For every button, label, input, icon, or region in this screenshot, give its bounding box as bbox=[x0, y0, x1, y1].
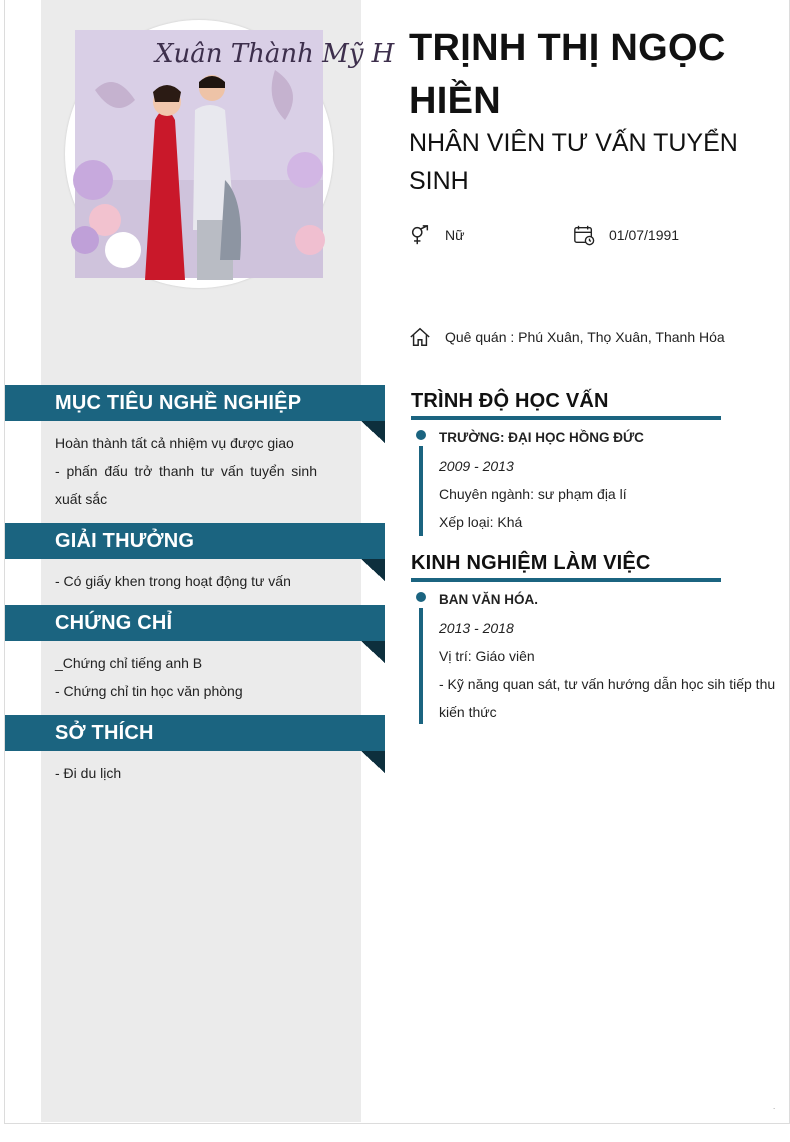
job-title: NHÂN VIÊN TƯ VẤN TUYỂN SINH bbox=[409, 129, 738, 195]
home-icon bbox=[409, 326, 431, 348]
education-school: TRƯỜNG: ĐẠI HỌC HỒNG ĐỨC bbox=[439, 430, 644, 445]
certificate-line: - Chứng chỉ tin học văn phòng bbox=[55, 683, 243, 699]
objective-title: MỤC TIÊU NGHỀ NGHIỆP bbox=[5, 385, 385, 421]
education-title: TRÌNH ĐỘ HỌC VẤN bbox=[411, 390, 609, 412]
objective-line: Hoàn thành tất cả nhiệm vụ được giao bbox=[55, 435, 294, 451]
objective-line: - phấn đấu trở thanh tư vấn tuyển sinh xuất sắc bbox=[55, 463, 317, 507]
birthday-value: 01/07/1991 bbox=[609, 227, 680, 243]
hobby-line: - Đi du lịch bbox=[55, 765, 122, 781]
cv-page bbox=[4, 0, 790, 1124]
ribbon-fold bbox=[361, 421, 385, 443]
certificate-line: _Chứng chỉ tiếng anh B bbox=[55, 655, 203, 671]
timeline-dot bbox=[416, 592, 426, 602]
calendar-icon bbox=[573, 224, 595, 246]
avatar bbox=[75, 30, 395, 278]
hometown-info bbox=[409, 326, 725, 348]
page-marker: . bbox=[773, 1102, 776, 1111]
candidate-name: TRỊNH THỊ NGỌC HIỀN bbox=[409, 27, 726, 122]
hobbies-body bbox=[55, 759, 317, 787]
hobbies-title: SỞ THÍCH bbox=[5, 715, 385, 751]
education-rank: Xếp loại: Khá bbox=[439, 514, 523, 530]
education-period: 2009 - 2013 bbox=[439, 458, 514, 474]
gender-icon bbox=[409, 224, 431, 246]
gender-value: Nữ bbox=[445, 227, 465, 243]
education-body bbox=[439, 424, 785, 536]
avatar-frame bbox=[65, 20, 395, 288]
experience-period: 2013 - 2018 bbox=[439, 620, 514, 636]
objective-body bbox=[55, 429, 317, 513]
experience-underline bbox=[411, 578, 721, 582]
ribbon-fold bbox=[361, 559, 385, 581]
certificates-title: CHỨNG CHỈ bbox=[5, 605, 385, 641]
education-major: Chuyên ngành: sư phạm địa lí bbox=[439, 486, 627, 502]
awards-title: GIẢI THƯỞNG bbox=[5, 523, 385, 559]
experience-body bbox=[439, 586, 785, 726]
certificates-body bbox=[55, 649, 317, 705]
experience-title: KINH NGHIỆM LÀM VIỆC bbox=[411, 552, 651, 574]
photo-overlay-text: Xuân Thành Mỹ H bbox=[155, 39, 395, 69]
experience-company: BAN VĂN HÓA. bbox=[439, 592, 539, 607]
birthday-info bbox=[573, 224, 679, 246]
awards-body bbox=[55, 567, 317, 595]
awards-line: - Có giấy khen trong hoạt động tư vấn bbox=[55, 573, 291, 589]
ribbon-fold bbox=[361, 641, 385, 663]
timeline-dot bbox=[416, 430, 426, 440]
ribbon-fold bbox=[361, 751, 385, 773]
timeline-bar bbox=[419, 446, 423, 536]
gender-info bbox=[409, 224, 464, 246]
hometown-value: Quê quán : Phú Xuân, Thọ Xuân, Thanh Hóa bbox=[445, 329, 725, 345]
timeline-bar bbox=[419, 608, 423, 724]
education-underline bbox=[411, 416, 721, 420]
experience-position: Vị trí: Giáo viên bbox=[439, 648, 535, 664]
experience-description: - Kỹ năng quan sát, tư vấn hướng dẫn học sih tiếp thu kiến thức bbox=[439, 676, 776, 720]
